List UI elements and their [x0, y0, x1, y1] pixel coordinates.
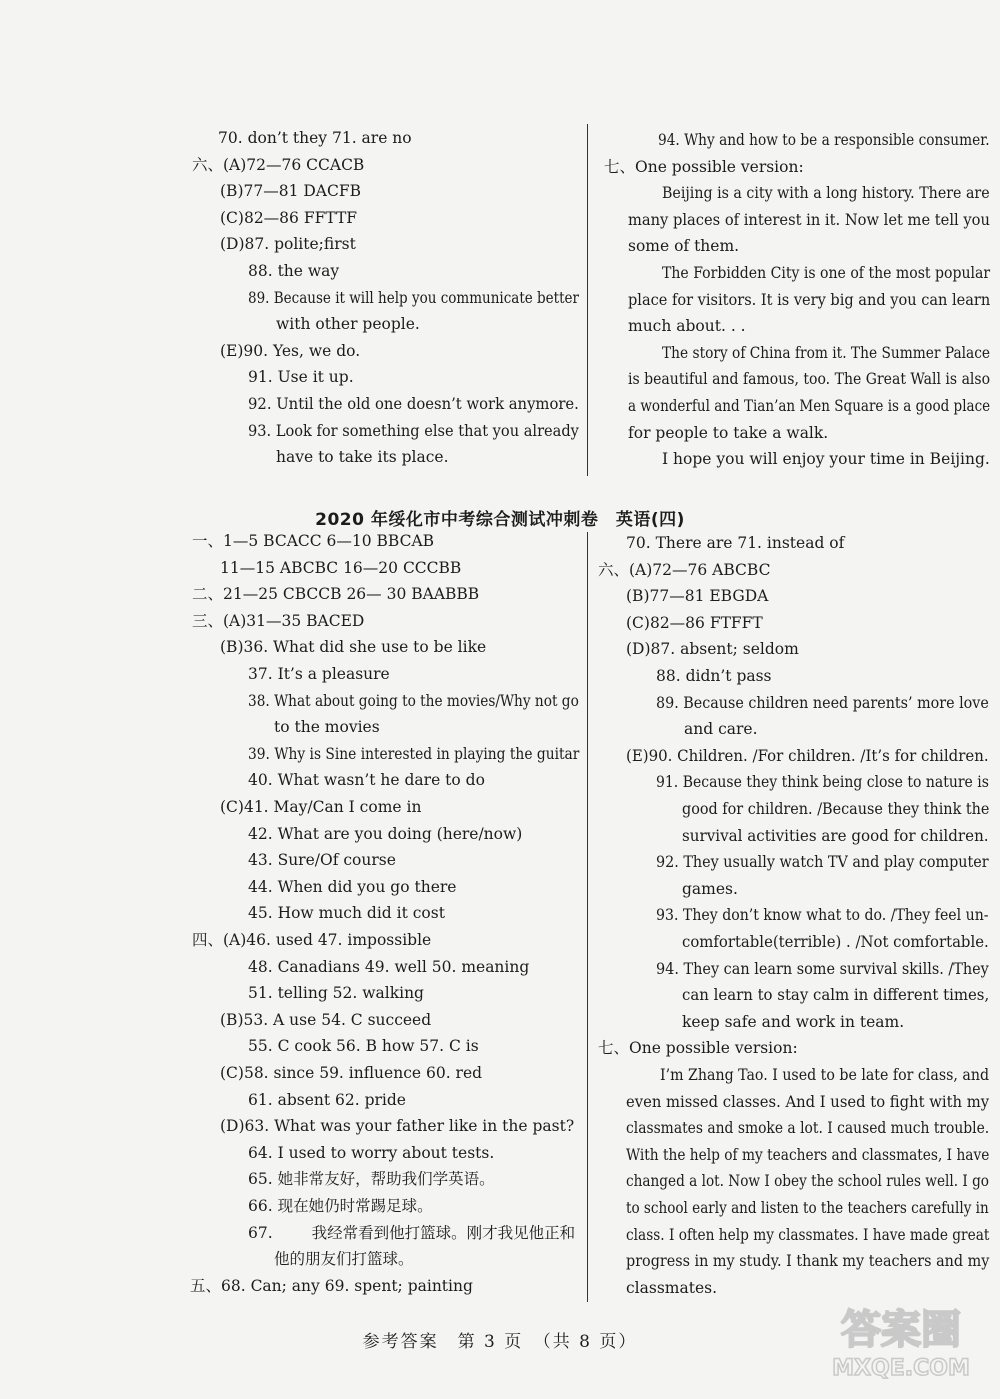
answer-line: Beijing is a city with a long history. There are: [662, 184, 990, 203]
answer-line: 89. Because it will help you communicate better: [248, 288, 579, 307]
watermark-subtext: MXQE.COM: [832, 1356, 970, 1381]
answer-line: class. I often help my classmates. I have made great: [626, 1225, 990, 1244]
answer-line: classmates.: [626, 1278, 718, 1297]
answer-line: games.: [682, 879, 738, 898]
page-footer: 参考答案 第 3 页 （共 8 页）: [362, 1332, 638, 1352]
answer-line: 92. They usually watch TV and play computer: [656, 853, 989, 872]
answer-line: 五、68. Can; any 69. spent; painting: [190, 1276, 473, 1295]
answer-line: 37. It’s a pleasure: [248, 665, 390, 683]
watermark-text: 答案圈: [841, 1307, 961, 1353]
answer-line: (B)77—81 DACFB: [220, 182, 361, 201]
answer-line: 91. Use it up.: [248, 368, 354, 387]
answer-line: 11—15 ABCBC 16—20 CCCBB: [220, 558, 462, 577]
answer-line: 66. 现在她仍时常踢足球。: [248, 1197, 433, 1215]
answer-line: for people to take a walk.: [628, 423, 829, 442]
answer-line: 93. They don’t know what to do. /They feel un-: [656, 906, 989, 925]
answer-line: (E)90. Yes, we do.: [220, 341, 361, 360]
answer-line: a wonderful and Tian’an Men Square is a good place: [628, 397, 991, 415]
answer-line: The story of China from it. The Summer Palace: [662, 343, 991, 362]
answer-line: changed a lot. Now I obey the school rules well. I go: [626, 1172, 990, 1191]
answer-line: with other people.: [276, 315, 420, 334]
answer-line: 67. 我经常看到他打篮球。刚才我见他正和: [248, 1223, 576, 1242]
answer-line: many places of interest in it. Now let me tell you: [628, 210, 990, 229]
answer-line: The Forbidden City is one of the most popular: [662, 264, 991, 282]
answer-line: 42. What are you doing (here/now): [248, 824, 523, 843]
answer-line: I hope you will enjoy your time in Beijing.: [662, 450, 990, 469]
answer-line: to school early and listen to the teachers carefully in: [626, 1199, 989, 1217]
answer-line: (D)63. What was your father like in the past?: [220, 1117, 575, 1136]
answer-line: 94. They can learn some survival skills. /They: [656, 959, 989, 978]
answer-line: 38. What about going to the movies/Why not go: [248, 691, 579, 710]
answer-line: 三、(A)31—35 BACED: [192, 611, 365, 630]
answer-line: 一、1—5 BCACC 6—10 BBCAB: [192, 532, 435, 550]
answer-line: 六、(A)72—76 ABCBC: [598, 560, 771, 579]
answer-line: I’m Zhang Tao. I used to be late for class, and: [660, 1066, 990, 1084]
answer-line: survival activities are good for children.: [682, 826, 989, 845]
answer-line: 88. didn’t pass: [656, 667, 772, 685]
bottom-column-divider: [587, 532, 588, 1302]
answer-line: (B)77—81 EBGDA: [626, 587, 769, 606]
answer-line: 二、21—25 CBCCB 26— 30 BAABBB: [192, 585, 480, 604]
answer-line: (D)87. polite;first: [220, 235, 356, 254]
top-column-divider: [587, 124, 588, 476]
section-title: 2020 年绥化市中考综合测试冲刺卷 英语(四): [315, 510, 685, 530]
answer-line: some of them.: [628, 237, 740, 256]
answer-line: 88. the way: [248, 262, 340, 280]
answer-line: 39. Why is Sine interested in playing the guitar: [248, 744, 580, 763]
answer-line: (B)53. A use 54. C succeed: [220, 1010, 432, 1029]
answer-line: With the help of my teachers and classmates, I have: [626, 1145, 990, 1164]
answer-line: 91. Because they think being close to nature is: [656, 773, 989, 792]
answer-line: 92. Until the old one doesn’t work anymore.: [248, 395, 579, 413]
answer-line: 七、One possible version:: [604, 157, 804, 176]
answer-line: 45. How much did it cost: [248, 904, 445, 923]
answer-line: (C)41. May/Can I come in: [220, 798, 422, 816]
answer-line: (D)87. absent; seldom: [626, 640, 799, 659]
answer-line: (B)36. What did she use to be like: [220, 638, 487, 657]
answer-line: 40. What wasn’t he dare to do: [248, 771, 485, 790]
answer-line: (E)90. Children. /For children. /It’s for children.: [626, 746, 989, 765]
answer-line: 48. Canadians 49. well 50. meaning: [248, 957, 530, 976]
answer-line: is beautiful and famous, too. The Great Wall is also: [628, 370, 991, 389]
answer-line: much about. . .: [628, 317, 746, 336]
answer-line: 44. When did you go there: [248, 877, 457, 896]
answer-line: 70. don’t they 71. are no: [218, 129, 412, 147]
answer-line: 64. I used to worry about tests.: [248, 1143, 495, 1162]
answer-line: 94. Why and how to be a responsible consumer.: [658, 131, 990, 149]
answer-line: 他的朋友们打篮球。: [274, 1250, 414, 1269]
watermark-logo: [806, 1293, 986, 1383]
answer-line: have to take its place.: [276, 448, 449, 467]
answer-line: good for children. /Because they think the: [682, 800, 990, 818]
answer-line: (C)82—86 FFTTF: [220, 208, 358, 227]
answer-line: 61. absent 62. pride: [248, 1090, 406, 1109]
answer-line: can learn to stay calm in different times,: [682, 986, 990, 1005]
answer-line: comfortable(terrible) . /Not comfortable.: [682, 933, 989, 951]
answer-line: keep safe and work in team.: [682, 1012, 905, 1031]
answer-line: 六、(A)72—76 CCACB: [192, 155, 365, 174]
answer-line: 93. Look for something else that you already: [248, 421, 579, 440]
answer-line: 51. telling 52. walking: [248, 984, 424, 1003]
answer-line: 89. Because children need parents’ more love: [656, 693, 989, 712]
answer-line: 65. 她非常友好，帮助我们学英语。: [248, 1170, 495, 1189]
answer-line: 55. C cook 56. B how 57. C is: [248, 1037, 479, 1056]
answer-line: 70. There are 71. instead of: [626, 534, 845, 552]
answer-line: place for visitors. It is very big and you can learn: [628, 290, 991, 309]
answer-line: (C)82—86 FTFFT: [626, 613, 763, 632]
answer-line: progress in my study. I thank my teachers and my: [626, 1252, 990, 1271]
answer-line: to the movies: [274, 718, 380, 737]
answer-line: classmates and smoke a lot. I caused much trouble.: [626, 1119, 990, 1138]
answer-line: even missed classes. And I used to fight with my: [626, 1092, 990, 1111]
answer-line: 七、One possible version:: [598, 1039, 798, 1058]
answer-line: 43. Sure/Of course: [248, 851, 396, 870]
answer-line: 四、(A)46. used 47. impossible: [192, 931, 432, 949]
answer-line: and care.: [684, 720, 758, 739]
answer-line: (C)58. since 59. influence 60. red: [220, 1064, 483, 1082]
